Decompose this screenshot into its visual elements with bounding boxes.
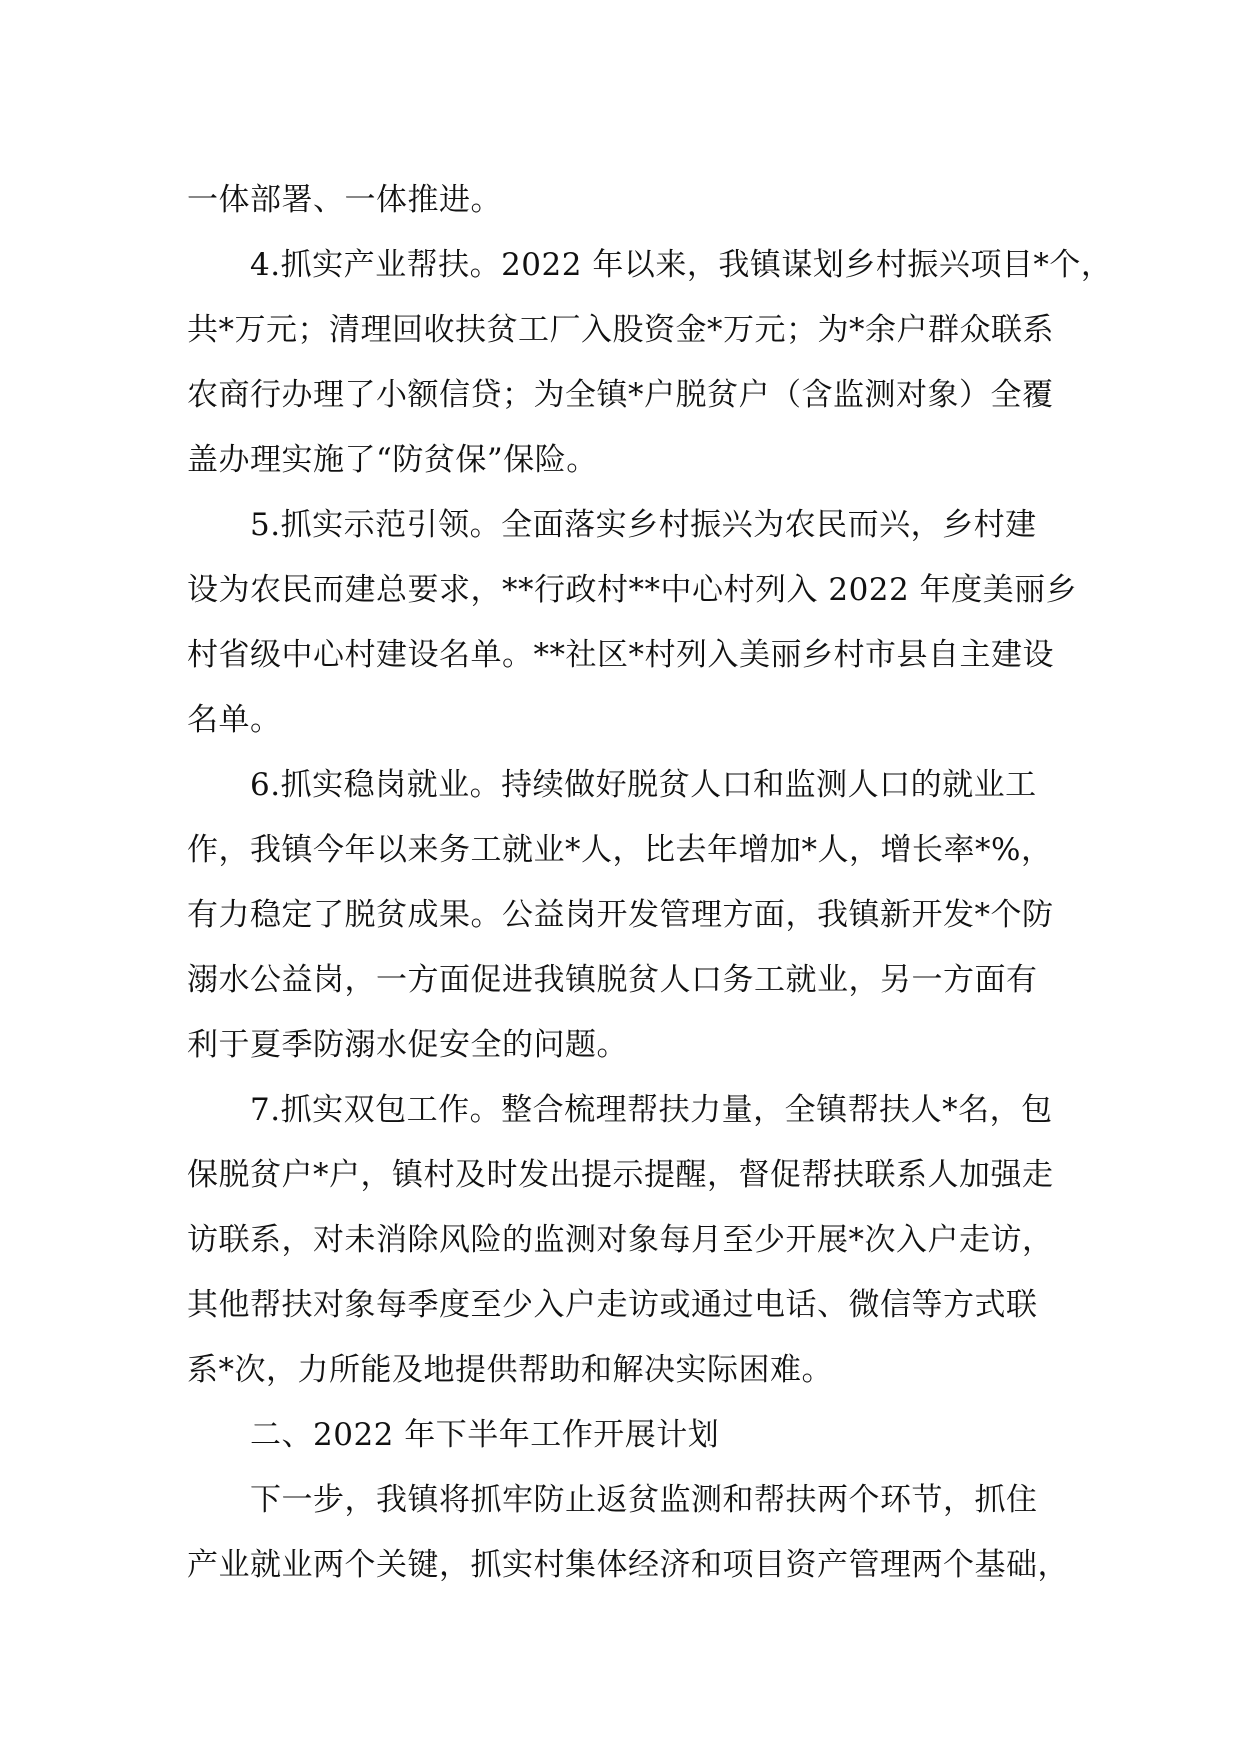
- paragraph-industry-support: 4.抓实产业帮扶。2022 年以来，我镇谋划乡村振兴项目*个，: [250, 247, 1113, 283]
- text-line: 共*万元；清理回收扶贫工厂入股资金*万元；为*余户群众联系: [187, 312, 1054, 348]
- text-line: 其他帮扶对象每季度至少入户走访或通过电话、微信等方式联: [187, 1287, 1038, 1323]
- text-line: 一体部署、一体推进。: [187, 182, 502, 218]
- paragraph-double-package: 7.抓实双包工作。整合梳理帮扶力量，全镇帮扶人*名，包: [250, 1092, 1053, 1128]
- text-line: 设为农民而建总要求，**行政村**中心村列入 2022 年度美丽乡: [187, 572, 1078, 608]
- paragraph-demonstration: 5.抓实示范引领。全面落实乡村振兴为农民而兴，乡村建: [250, 507, 1037, 543]
- text-line: 系*次，力所能及地提供帮助和解决实际困难。: [187, 1352, 833, 1388]
- text-line: 村省级中心村建设名单。**社区*村列入美丽乡村市县自主建设: [187, 637, 1054, 673]
- paragraph-employment: 6.抓实稳岗就业。持续做好脱贫人口和监测人口的就业工: [250, 767, 1037, 803]
- text-line: 农商行办理了小额信贷；为全镇*户脱贫户（含监测对象）全覆: [187, 377, 1054, 413]
- text-line: 作，我镇今年以来务工就业*人，比去年增加*人，增长率*%，: [187, 832, 1053, 868]
- text-line: 盖办理实施了“防贫保”保险。: [187, 442, 598, 478]
- text-line: 保脱贫户*户，镇村及时发出提示提醒，督促帮扶联系人加强走: [187, 1157, 1054, 1193]
- text-line: 产业就业两个关键，抓实村集体经济和项目资产管理两个基础，: [187, 1547, 1069, 1583]
- paragraph-next-step: 下一步，我镇将抓牢防止返贫监测和帮扶两个环节，抓住: [250, 1482, 1038, 1518]
- text-line: 有力稳定了脱贫成果。公益岗开发管理方面，我镇新开发*个防: [187, 897, 1054, 933]
- text-line: 名单。: [187, 702, 282, 738]
- section-heading-plan: 二、2022 年下半年工作开展计划: [250, 1417, 720, 1453]
- text-line: 利于夏季防溺水促安全的问题。: [187, 1027, 628, 1063]
- document-body: [187, 168, 1113, 1598]
- text-line: 访联系，对未消除风险的监测对象每月至少开展*次入户走访，: [187, 1222, 1054, 1258]
- text-line: 溺水公益岗，一方面促进我镇脱贫人口务工就业，另一方面有: [187, 962, 1038, 998]
